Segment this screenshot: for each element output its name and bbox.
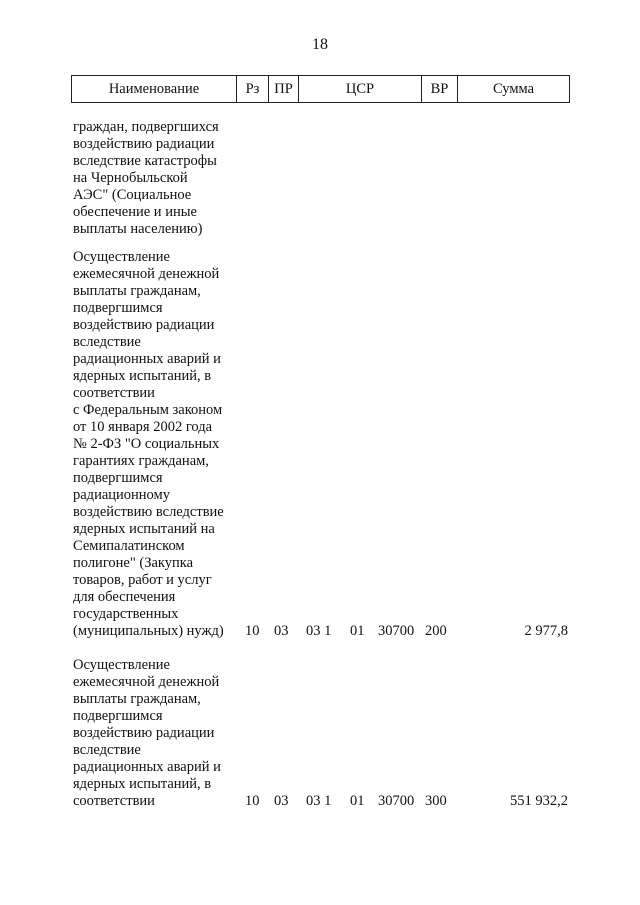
code-vr: 200: [425, 623, 447, 639]
table-row: [73, 119, 568, 238]
page-number: 18: [312, 36, 328, 53]
header-rz: Рз: [237, 76, 269, 102]
code-csr-program: 03 1: [306, 623, 332, 639]
code-rz: 10: [245, 623, 260, 639]
code-csr-program: 03 1: [306, 793, 332, 809]
table-row: [73, 249, 568, 640]
code-vr: 300: [425, 793, 447, 809]
code-csr-subprogram: 01: [350, 623, 365, 639]
code-csr-subprogram: 01: [350, 793, 365, 809]
row-codes: [73, 623, 568, 640]
header-name: Наименование: [72, 76, 237, 102]
row-sum: 551 932,2: [510, 793, 568, 809]
header-vr: ВР: [422, 76, 458, 102]
header-pr: ПР: [269, 76, 299, 102]
header-sum: Сумма: [492, 80, 535, 97]
code-csr-direction: 30700: [378, 793, 415, 809]
row-codes: [73, 793, 568, 810]
code-csr-direction: 30700: [378, 623, 415, 639]
code-pr: 03: [274, 793, 289, 809]
row-name: Осуществление ежемесячной денежной выплаты гражданам, подвергшимся воздействию радиации вследствие радиационных аварий и ядерных испытаний, в соответствии с Федеральным законом от 10 января 2002 года № 2-ФЗ "О социальных гарантиях гражданам, подвергшимся радиационному воздействию вследствие ядерных испытаний на Семипалатинском полигоне" (Закупка товаров, работ и услуг для обеспечения государственных (муниципальных) нужд): [73, 249, 224, 639]
code-rz: 10: [245, 793, 260, 809]
table-header: [71, 75, 570, 103]
row-name: граждан, подвергшихся воздействию радиации вследствие катастрофы на Чернобыльской АЭС" (Социальное обеспечение и иные выплаты населению): [73, 119, 219, 237]
code-pr: 03: [274, 623, 289, 639]
header-csr: ЦСР: [299, 76, 422, 102]
table-row: [73, 657, 568, 810]
row-sum: 2 977,8: [524, 623, 568, 639]
row-name: Осуществление ежемесячной денежной выплаты гражданам, подвергшимся воздействию радиации вследствие радиационных аварий и ядерных испытаний, в соответствии: [73, 657, 221, 809]
